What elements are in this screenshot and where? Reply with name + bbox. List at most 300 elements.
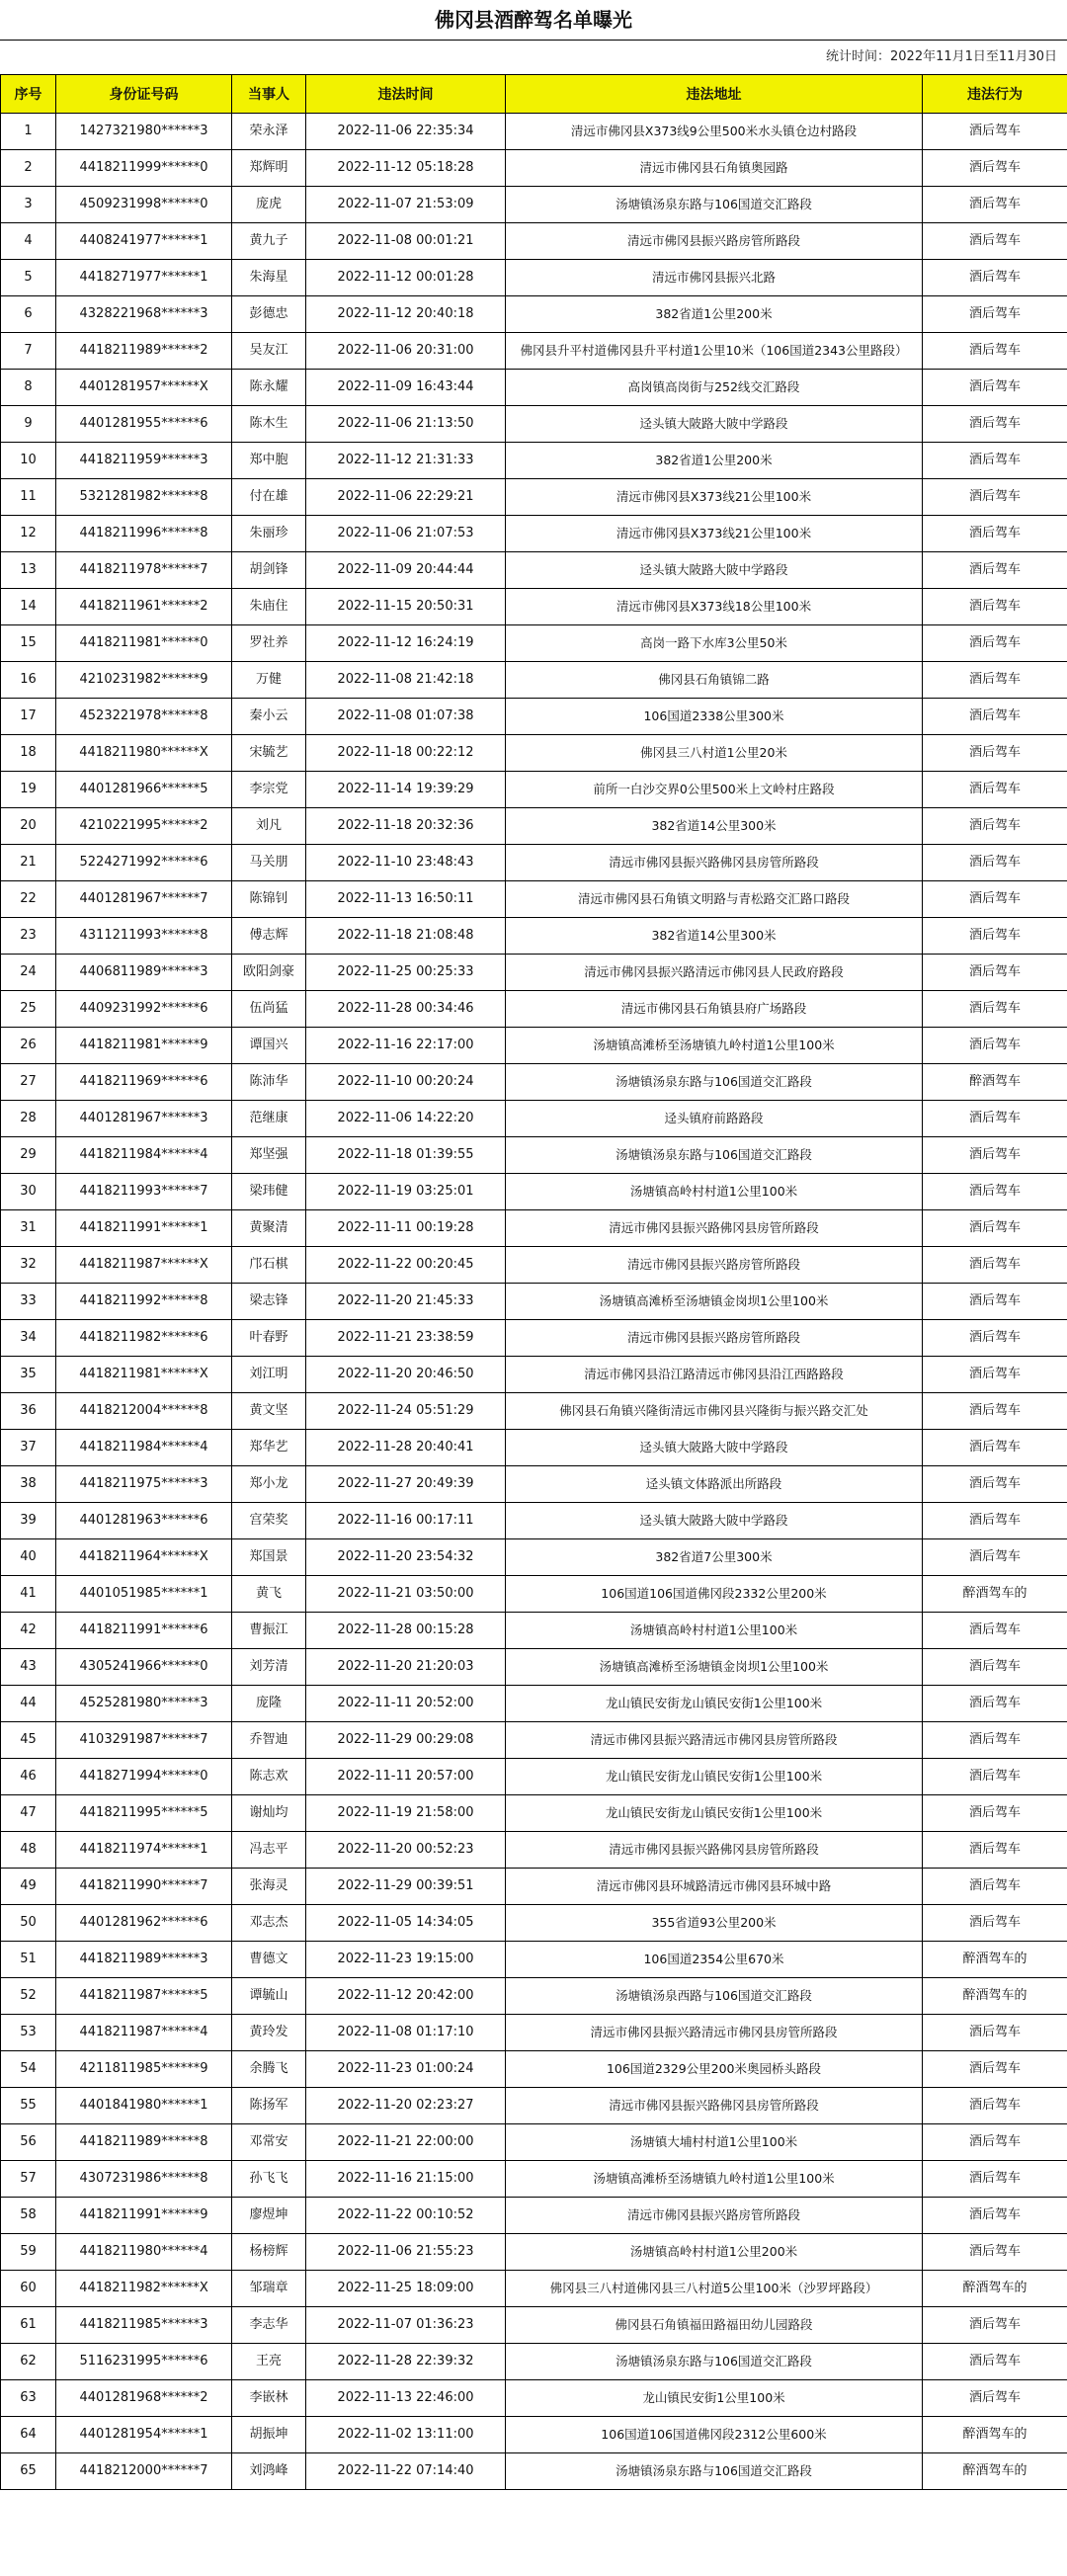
cell-id-number: 4409231992******6 (56, 991, 232, 1028)
cell-violation-time: 2022-11-20 21:20:03 (306, 1649, 506, 1686)
table-row (1, 1539, 1067, 1576)
cell-violation-act: 酒后驾车 (923, 150, 1067, 187)
cell-violation-act: 酒后驾车 (923, 1832, 1067, 1869)
cell-id-number: 4418211987******X (56, 1247, 232, 1284)
cell-violation-act: 酒后驾车 (923, 1613, 1067, 1649)
cell-party: 付在雄 (232, 479, 306, 516)
cell-violation-address: 清远市佛冈县振兴路佛冈县房管所路段 (506, 1832, 923, 1869)
table-row (1, 2124, 1067, 2161)
cell-violation-time: 2022-11-08 01:07:38 (306, 699, 506, 735)
cell-violation-act: 酒后驾车 (923, 1430, 1067, 1466)
cell-violation-act: 醉酒驾车的 (923, 1942, 1067, 1978)
cell-id-number: 4418211984******4 (56, 1137, 232, 1174)
table-row (1, 2271, 1067, 2307)
cell-party: 曹振江 (232, 1613, 306, 1649)
cell-violation-time: 2022-11-28 00:15:28 (306, 1613, 506, 1649)
cell-id-number: 4418211995******5 (56, 1795, 232, 1832)
cell-index: 14 (1, 589, 56, 625)
cell-violation-act: 酒后驾车 (923, 114, 1067, 150)
cell-violation-time: 2022-11-27 20:49:39 (306, 1466, 506, 1503)
cell-index: 59 (1, 2234, 56, 2271)
cell-violation-act: 醉酒驾车的 (923, 2453, 1067, 2490)
cell-party: 秦小云 (232, 699, 306, 735)
table-row (1, 2307, 1067, 2344)
cell-index: 42 (1, 1613, 56, 1649)
cell-party: 郑坚强 (232, 1137, 306, 1174)
cell-violation-address: 清远市佛冈县振兴路清远市佛冈县房管所路段 (506, 1722, 923, 1759)
cell-id-number: 4418211981******X (56, 1357, 232, 1393)
cell-party: 庞虎 (232, 187, 306, 223)
cell-violation-act: 酒后驾车 (923, 955, 1067, 991)
table-row (1, 296, 1067, 333)
table-row (1, 955, 1067, 991)
cell-party: 陈木生 (232, 406, 306, 443)
cell-violation-address: 迳头镇大陂路大陂中学路段 (506, 406, 923, 443)
table-row (1, 1613, 1067, 1649)
cell-violation-time: 2022-11-12 21:31:33 (306, 443, 506, 479)
cell-violation-time: 2022-11-25 18:09:00 (306, 2271, 506, 2307)
cell-party: 吴友江 (232, 333, 306, 370)
cell-id-number: 4418211981******9 (56, 1028, 232, 1064)
table-row (1, 772, 1067, 808)
cell-violation-act: 酒后驾车 (923, 516, 1067, 552)
cell-violation-address: 清远市佛冈县振兴路房管所路段 (506, 1247, 923, 1284)
cell-violation-act: 醉酒驾车的 (923, 2271, 1067, 2307)
cell-violation-act: 醉酒驾车的 (923, 1576, 1067, 1613)
cell-party: 邝石棋 (232, 1247, 306, 1284)
cell-violation-time: 2022-11-20 21:45:33 (306, 1284, 506, 1320)
cell-violation-time: 2022-11-11 20:57:00 (306, 1759, 506, 1795)
cell-party: 郑辉明 (232, 150, 306, 187)
cell-party: 陈扬军 (232, 2088, 306, 2124)
cell-party: 梁玮健 (232, 1174, 306, 1210)
cell-violation-address: 106国道2338公里300米 (506, 699, 923, 735)
cell-index: 16 (1, 662, 56, 699)
cell-index: 10 (1, 443, 56, 479)
cell-violation-address: 龙山镇民安街龙山镇民安街1公里100米 (506, 1759, 923, 1795)
cell-id-number: 4418211980******4 (56, 2234, 232, 2271)
cell-violation-act: 酒后驾车 (923, 2234, 1067, 2271)
cell-violation-time: 2022-11-02 13:11:00 (306, 2417, 506, 2453)
cell-id-number: 4418211959******3 (56, 443, 232, 479)
cell-id-number: 4406811989******3 (56, 955, 232, 991)
cell-index: 64 (1, 2417, 56, 2453)
table-row (1, 1795, 1067, 1832)
table-row (1, 1393, 1067, 1430)
cell-party: 庞隆 (232, 1686, 306, 1722)
cell-party: 李志华 (232, 2307, 306, 2344)
cell-party: 朱海星 (232, 260, 306, 296)
cell-violation-time: 2022-11-23 19:15:00 (306, 1942, 506, 1978)
table-row (1, 2015, 1067, 2051)
cell-index: 3 (1, 187, 56, 223)
cell-violation-address: 佛冈县石角镇兴隆街清远市佛冈县兴隆街与振兴路交汇处 (506, 1393, 923, 1430)
table-row (1, 443, 1067, 479)
cell-violation-time: 2022-11-21 23:38:59 (306, 1320, 506, 1357)
cell-violation-time: 2022-11-05 14:34:05 (306, 1905, 506, 1942)
table-row (1, 552, 1067, 589)
cell-violation-time: 2022-11-11 00:19:28 (306, 1210, 506, 1247)
table-row (1, 114, 1067, 150)
cell-id-number: 4418211992******8 (56, 1284, 232, 1320)
cell-violation-act: 酒后驾车 (923, 2124, 1067, 2161)
cell-party: 杨榜辉 (232, 2234, 306, 2271)
cell-party: 刘芳清 (232, 1649, 306, 1686)
cell-index: 2 (1, 150, 56, 187)
cell-violation-time: 2022-11-06 20:31:00 (306, 333, 506, 370)
cell-violation-time: 2022-11-12 20:40:18 (306, 296, 506, 333)
cell-index: 7 (1, 333, 56, 370)
table-row (1, 223, 1067, 260)
cell-party: 叶春野 (232, 1320, 306, 1357)
cell-violation-act: 酒后驾车 (923, 1393, 1067, 1430)
cell-index: 15 (1, 625, 56, 662)
cell-violation-address: 清远市佛冈县石角镇奥园路 (506, 150, 923, 187)
cell-index: 22 (1, 881, 56, 918)
cell-violation-act: 酒后驾车 (923, 1722, 1067, 1759)
cell-index: 54 (1, 2051, 56, 2088)
cell-violation-act: 酒后驾车 (923, 589, 1067, 625)
cell-violation-address: 清远市佛冈县振兴北路 (506, 260, 923, 296)
cell-violation-time: 2022-11-10 23:48:43 (306, 845, 506, 881)
cell-party: 万健 (232, 662, 306, 699)
cell-id-number: 4418212000******7 (56, 2453, 232, 2490)
cell-party: 彭德忠 (232, 296, 306, 333)
cell-violation-time: 2022-11-19 03:25:01 (306, 1174, 506, 1210)
cell-index: 19 (1, 772, 56, 808)
table-row (1, 1430, 1067, 1466)
cell-violation-address: 106国道2354公里670米 (506, 1942, 923, 1978)
cell-index: 30 (1, 1174, 56, 1210)
cell-violation-act: 酒后驾车 (923, 1539, 1067, 1576)
cell-violation-address: 382省道1公里200米 (506, 296, 923, 333)
cell-index: 26 (1, 1028, 56, 1064)
cell-violation-act: 酒后驾车 (923, 1137, 1067, 1174)
table-row (1, 1028, 1067, 1064)
cell-violation-act: 酒后驾车 (923, 2161, 1067, 2198)
cell-violation-address: 佛冈县三八村道1公里20米 (506, 735, 923, 772)
cell-index: 33 (1, 1284, 56, 1320)
cell-violation-time: 2022-11-09 16:43:44 (306, 370, 506, 406)
table-row (1, 662, 1067, 699)
cell-index: 53 (1, 2015, 56, 2051)
table-row (1, 1978, 1067, 2015)
table-row (1, 2051, 1067, 2088)
cell-violation-address: 清远市佛冈县振兴路清远市佛冈县房管所路段 (506, 2015, 923, 2051)
cell-party: 黄文坚 (232, 1393, 306, 1430)
cell-violation-time: 2022-11-12 05:18:28 (306, 150, 506, 187)
cell-violation-time: 2022-11-06 21:07:53 (306, 516, 506, 552)
cell-index: 56 (1, 2124, 56, 2161)
cell-violation-address: 汤塘镇高岭村村道1公里100米 (506, 1613, 923, 1649)
cell-index: 65 (1, 2453, 56, 2490)
cell-party: 傅志辉 (232, 918, 306, 955)
cell-violation-time: 2022-11-15 20:50:31 (306, 589, 506, 625)
cell-party: 朱庙住 (232, 589, 306, 625)
cell-party: 孙飞飞 (232, 2161, 306, 2198)
header-violation-address: 违法地址 (506, 75, 923, 114)
cell-id-number: 4305241966******0 (56, 1649, 232, 1686)
cell-party: 陈锦钊 (232, 881, 306, 918)
table-row (1, 991, 1067, 1028)
cell-violation-time: 2022-11-20 02:23:27 (306, 2088, 506, 2124)
cell-id-number: 4418211978******7 (56, 552, 232, 589)
cell-index: 39 (1, 1503, 56, 1539)
cell-violation-time: 2022-11-13 16:50:11 (306, 881, 506, 918)
cell-id-number: 4418211961******2 (56, 589, 232, 625)
cell-violation-time: 2022-11-28 22:39:32 (306, 2344, 506, 2380)
table-row (1, 1832, 1067, 1869)
cell-violation-time: 2022-11-22 00:10:52 (306, 2198, 506, 2234)
cell-violation-address: 清远市佛冈县沿江路清远市佛冈县沿江西路路段 (506, 1357, 923, 1393)
cell-party: 黄飞 (232, 1576, 306, 1613)
cell-id-number: 4418211982******X (56, 2271, 232, 2307)
cell-violation-address: 佛冈县升平村道佛冈县升平村道1公里10米（106国道2343公里路段） (506, 333, 923, 370)
cell-violation-act: 酒后驾车 (923, 881, 1067, 918)
cell-index: 50 (1, 1905, 56, 1942)
table-row (1, 1503, 1067, 1539)
header-index: 序号 (1, 75, 56, 114)
cell-violation-act: 酒后驾车 (923, 1028, 1067, 1064)
table-row (1, 1174, 1067, 1210)
cell-violation-address: 佛冈县三八村道佛冈县三八村道5公里100米（沙罗坪路段） (506, 2271, 923, 2307)
cell-violation-act: 酒后驾车 (923, 625, 1067, 662)
cell-index: 21 (1, 845, 56, 881)
table-row (1, 1905, 1067, 1942)
cell-violation-address: 汤塘镇高滩桥至汤塘镇九岭村道1公里100米 (506, 1028, 923, 1064)
cell-index: 9 (1, 406, 56, 443)
cell-index: 13 (1, 552, 56, 589)
cell-id-number: 4418211996******8 (56, 516, 232, 552)
cell-id-number: 4418211990******7 (56, 1869, 232, 1905)
cell-index: 11 (1, 479, 56, 516)
header-id-number: 身份证号码 (56, 75, 232, 114)
cell-violation-act: 酒后驾车 (923, 1466, 1067, 1503)
cell-violation-act: 酒后驾车 (923, 845, 1067, 881)
cell-index: 55 (1, 2088, 56, 2124)
cell-index: 6 (1, 296, 56, 333)
cell-violation-act: 酒后驾车 (923, 2198, 1067, 2234)
cell-violation-address: 高岗一路下水库3公里50米 (506, 625, 923, 662)
cell-violation-act: 酒后驾车 (923, 1649, 1067, 1686)
cell-party: 黄聚清 (232, 1210, 306, 1247)
cell-index: 23 (1, 918, 56, 955)
cell-party: 胡剑锋 (232, 552, 306, 589)
table-row (1, 2380, 1067, 2417)
cell-violation-address: 佛冈县石角镇锦二路 (506, 662, 923, 699)
cell-index: 29 (1, 1137, 56, 1174)
cell-violation-act: 酒后驾车 (923, 1101, 1067, 1137)
cell-violation-act: 酒后驾车 (923, 479, 1067, 516)
cell-id-number: 4523221978******8 (56, 699, 232, 735)
cell-violation-address: 迳头镇文体路派出所路段 (506, 1466, 923, 1503)
table-row (1, 699, 1067, 735)
table-row (1, 2344, 1067, 2380)
cell-violation-address: 382省道7公里300米 (506, 1539, 923, 1576)
cell-party: 荣永泽 (232, 114, 306, 150)
cell-id-number: 4418211984******4 (56, 1430, 232, 1466)
cell-index: 57 (1, 2161, 56, 2198)
table-row (1, 406, 1067, 443)
cell-id-number: 4401281954******1 (56, 2417, 232, 2453)
cell-index: 48 (1, 1832, 56, 1869)
cell-party: 王亮 (232, 2344, 306, 2380)
cell-violation-time: 2022-11-14 19:39:29 (306, 772, 506, 808)
cell-violation-address: 汤塘镇汤泉东路与106国道交汇路段 (506, 187, 923, 223)
cell-id-number: 4418211980******X (56, 735, 232, 772)
table-row (1, 1210, 1067, 1247)
cell-index: 38 (1, 1466, 56, 1503)
table-row (1, 1320, 1067, 1357)
cell-party: 陈永耀 (232, 370, 306, 406)
cell-id-number: 4418211989******2 (56, 333, 232, 370)
cell-violation-time: 2022-11-18 21:08:48 (306, 918, 506, 955)
cell-violation-time: 2022-11-21 03:50:00 (306, 1576, 506, 1613)
cell-party: 陈志欢 (232, 1759, 306, 1795)
cell-violation-address: 汤塘镇高滩桥至汤塘镇金岗坝1公里100米 (506, 1649, 923, 1686)
cell-violation-time: 2022-11-25 00:25:33 (306, 955, 506, 991)
cell-id-number: 4418211989******3 (56, 1942, 232, 1978)
cell-index: 40 (1, 1539, 56, 1576)
cell-violation-act: 酒后驾车 (923, 1210, 1067, 1247)
cell-violation-act: 酒后驾车 (923, 1357, 1067, 1393)
table-row (1, 808, 1067, 845)
cell-party: 刘江明 (232, 1357, 306, 1393)
cell-id-number: 4307231986******8 (56, 2161, 232, 2198)
cell-index: 8 (1, 370, 56, 406)
cell-id-number: 4401281962******6 (56, 1905, 232, 1942)
cell-id-number: 4401051985******1 (56, 1576, 232, 1613)
cell-index: 18 (1, 735, 56, 772)
cell-party: 黄九子 (232, 223, 306, 260)
table-row (1, 1759, 1067, 1795)
cell-violation-time: 2022-11-06 21:55:23 (306, 2234, 506, 2271)
cell-id-number: 4418211982******6 (56, 1320, 232, 1357)
cell-index: 45 (1, 1722, 56, 1759)
cell-violation-act: 酒后驾车 (923, 662, 1067, 699)
cell-violation-time: 2022-11-13 22:46:00 (306, 2380, 506, 2417)
table-row (1, 1101, 1067, 1137)
cell-violation-time: 2022-11-12 00:01:28 (306, 260, 506, 296)
cell-violation-address: 高岗镇高岗街与252线交汇路段 (506, 370, 923, 406)
cell-index: 32 (1, 1247, 56, 1284)
cell-id-number: 5321281982******8 (56, 479, 232, 516)
cell-violation-address: 汤塘镇高岭村村道1公里200米 (506, 2234, 923, 2271)
table-row (1, 260, 1067, 296)
table-row (1, 1137, 1067, 1174)
table-row (1, 2453, 1067, 2490)
cell-id-number: 4418211987******4 (56, 2015, 232, 2051)
cell-violation-address: 迳头镇大陂路大陂中学路段 (506, 1503, 923, 1539)
cell-index: 27 (1, 1064, 56, 1101)
cell-index: 1 (1, 114, 56, 150)
cell-violation-address: 汤塘镇汤泉东路与106国道交汇路段 (506, 1064, 923, 1101)
cell-party: 胡振坤 (232, 2417, 306, 2453)
cell-index: 61 (1, 2307, 56, 2344)
header-party: 当事人 (232, 75, 306, 114)
cell-id-number: 4401281967******3 (56, 1101, 232, 1137)
cell-id-number: 4418211974******1 (56, 1832, 232, 1869)
cell-violation-address: 汤塘镇汤泉东路与106国道交汇路段 (506, 2344, 923, 2380)
cell-party: 李嵌林 (232, 2380, 306, 2417)
cell-party: 刘凡 (232, 808, 306, 845)
cell-index: 12 (1, 516, 56, 552)
table-row (1, 1247, 1067, 1284)
cell-party: 马关朋 (232, 845, 306, 881)
cell-index: 4 (1, 223, 56, 260)
cell-violation-time: 2022-11-16 00:17:11 (306, 1503, 506, 1539)
table-row (1, 1284, 1067, 1320)
cell-id-number: 4401281966******5 (56, 772, 232, 808)
table-row (1, 1064, 1067, 1101)
cell-violation-time: 2022-11-10 00:20:24 (306, 1064, 506, 1101)
cell-violation-time: 2022-11-06 21:13:50 (306, 406, 506, 443)
cell-violation-act: 酒后驾车 (923, 1174, 1067, 1210)
cell-party: 冯志平 (232, 1832, 306, 1869)
cell-violation-address: 清远市佛冈县振兴路清远市佛冈县人民政府路段 (506, 955, 923, 991)
cell-violation-address: 龙山镇民安街龙山镇民安街1公里100米 (506, 1686, 923, 1722)
cell-violation-address: 清远市佛冈县振兴路佛冈县房管所路段 (506, 845, 923, 881)
cell-violation-act: 酒后驾车 (923, 2307, 1067, 2344)
cell-violation-time: 2022-11-22 07:14:40 (306, 2453, 506, 2490)
cell-violation-act: 酒后驾车 (923, 223, 1067, 260)
cell-violation-act: 醉酒驾车的 (923, 2417, 1067, 2453)
cell-violation-act: 酒后驾车 (923, 808, 1067, 845)
table-row (1, 1576, 1067, 1613)
cell-violation-time: 2022-11-29 00:29:08 (306, 1722, 506, 1759)
cell-party: 邓常安 (232, 2124, 306, 2161)
cell-id-number: 4418211985******3 (56, 2307, 232, 2344)
cell-party: 范继康 (232, 1101, 306, 1137)
table-row (1, 2088, 1067, 2124)
cell-violation-act: 酒后驾车 (923, 1247, 1067, 1284)
cell-index: 37 (1, 1430, 56, 1466)
cell-violation-time: 2022-11-11 20:52:00 (306, 1686, 506, 1722)
cell-violation-act: 酒后驾车 (923, 2088, 1067, 2124)
cell-violation-act: 酒后驾车 (923, 1905, 1067, 1942)
cell-violation-time: 2022-11-28 00:34:46 (306, 991, 506, 1028)
cell-index: 51 (1, 1942, 56, 1978)
cell-violation-address: 龙山镇民安街龙山镇民安街1公里100米 (506, 1795, 923, 1832)
cell-violation-address: 前所一白沙交界0公里500米上文岭村庄路段 (506, 772, 923, 808)
cell-violation-act: 酒后驾车 (923, 552, 1067, 589)
cell-violation-act: 酒后驾车 (923, 1284, 1067, 1320)
cell-party: 郑国景 (232, 1539, 306, 1576)
table-row (1, 2234, 1067, 2271)
cell-violation-address: 佛冈县石角镇福田路福田幼儿园路段 (506, 2307, 923, 2344)
cell-index: 46 (1, 1759, 56, 1795)
cell-id-number: 4525281980******3 (56, 1686, 232, 1722)
cell-index: 24 (1, 955, 56, 991)
cell-violation-time: 2022-11-18 20:32:36 (306, 808, 506, 845)
cell-index: 49 (1, 1869, 56, 1905)
table-row (1, 516, 1067, 552)
cell-id-number: 4401281957******X (56, 370, 232, 406)
cell-violation-address: 106国道106国道佛冈段2312公里600米 (506, 2417, 923, 2453)
cell-violation-time: 2022-11-20 00:52:23 (306, 1832, 506, 1869)
cell-id-number: 4418211991******9 (56, 2198, 232, 2234)
table-row (1, 2198, 1067, 2234)
cell-id-number: 4103291987******7 (56, 1722, 232, 1759)
cell-violation-act: 酒后驾车 (923, 260, 1067, 296)
table-row (1, 1466, 1067, 1503)
table-row (1, 150, 1067, 187)
cell-index: 36 (1, 1393, 56, 1430)
cell-violation-act: 酒后驾车 (923, 991, 1067, 1028)
cell-violation-address: 382省道14公里300米 (506, 808, 923, 845)
cell-violation-act: 酒后驾车 (923, 772, 1067, 808)
table-row (1, 2417, 1067, 2453)
